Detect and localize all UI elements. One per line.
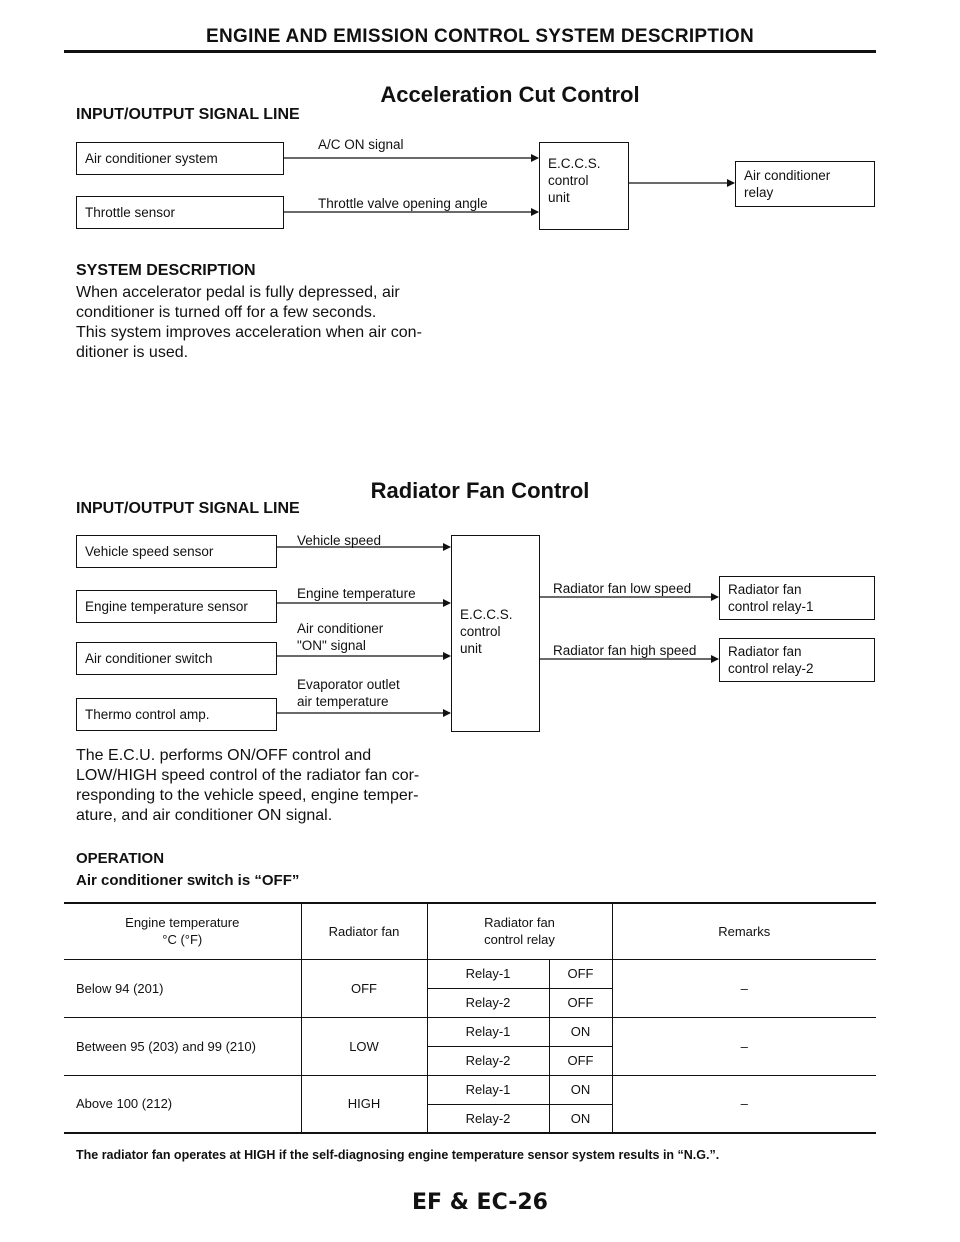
- operation-title: OPERATION: [76, 850, 165, 867]
- row-relay-state: ON: [549, 1104, 612, 1133]
- row-fan: OFF: [301, 959, 427, 1017]
- row-relay-state: OFF: [549, 1046, 612, 1075]
- operation-table: [64, 902, 876, 1134]
- acc-ecu-line: control: [548, 173, 589, 188]
- header-engine-temp-unit: °C (°F): [162, 932, 203, 948]
- row-relay: Relay-2: [427, 1046, 549, 1075]
- rad-title: Radiator Fan Control: [370, 478, 590, 503]
- rad-out-signal-high: Radiator fan high speed: [553, 643, 697, 658]
- row-relay-state: OFF: [549, 988, 612, 1017]
- operation-subtitle: Air conditioner switch is “OFF”: [76, 872, 300, 889]
- acc-io-title: INPUT/OUTPUT SIGNAL LINE: [76, 106, 300, 123]
- row-remarks: –: [740, 980, 748, 996]
- row-fan: HIGH: [301, 1075, 427, 1133]
- rad-signal-evap-temp: [297, 676, 400, 710]
- header-engine-temp-label: Engine temperature: [125, 915, 240, 931]
- table-row: [64, 959, 876, 988]
- rad-signal-engine-temp: Engine temperature: [297, 586, 416, 601]
- acc-ecu-line: unit: [548, 190, 570, 205]
- sys-desc-title: SYSTEM DESCRIPTION: [76, 262, 256, 279]
- header-remarks: Remarks: [718, 923, 771, 939]
- row-temp: Below 94 (201): [64, 959, 301, 1017]
- rad-desc-text: [76, 746, 476, 826]
- rad-output-relay-2-line: control relay-2: [728, 661, 814, 676]
- rad-output-relay-2-line: Radiator fan: [728, 644, 802, 659]
- rad-desc-line: The E.C.U. performs ON/OFF control and: [76, 747, 372, 764]
- rad-ecu-box: [451, 535, 540, 732]
- header-control-relay-line: control relay: [484, 932, 555, 948]
- acc-signal-throttle: Throttle valve opening angle: [318, 196, 488, 211]
- row-relay-state: OFF: [549, 959, 612, 988]
- sys-desc-line: This system improves acceleration when air con-: [76, 324, 422, 341]
- rad-desc-line: ature, and air conditioner ON signal.: [76, 807, 333, 824]
- rad-output-relay-2: [719, 638, 875, 682]
- page-number: EF & EC-26: [412, 1190, 548, 1215]
- table-row: [64, 1075, 876, 1104]
- rad-signal-ac-line: Air conditioner: [297, 621, 384, 636]
- header-engine-temp: [64, 903, 301, 959]
- rad-signal-ac-line: "ON" signal: [297, 638, 366, 653]
- rad-desc-line: LOW/HIGH speed control of the radiator fan cor-: [76, 767, 420, 784]
- rad-io-title: INPUT/OUTPUT SIGNAL LINE: [76, 500, 300, 517]
- rad-signal-ac-on: [297, 620, 383, 654]
- sys-desc-line: conditioner is turned off for a few seconds.: [76, 304, 377, 321]
- row-temp: Above 100 (212): [64, 1075, 301, 1133]
- acc-output-line: Air conditioner: [744, 168, 831, 183]
- table-row: [64, 1017, 876, 1046]
- rad-signal-evap-line: air temperature: [297, 694, 389, 709]
- rad-ecu-line: unit: [460, 641, 482, 656]
- rad-input-ac-switch: Air conditioner switch: [76, 642, 277, 675]
- row-fan: LOW: [301, 1017, 427, 1075]
- rad-signal-vehicle-speed: Vehicle speed: [297, 533, 382, 548]
- row-relay-state: ON: [549, 1017, 612, 1046]
- acc-ecu-box: [539, 142, 629, 230]
- sys-desc-line: When accelerator pedal is fully depressed, air: [76, 284, 400, 301]
- row-relay-state: ON: [549, 1075, 612, 1104]
- rad-input-engine-temp-sensor: Engine temperature sensor: [76, 590, 277, 623]
- rad-output-relay-1-line: Radiator fan: [728, 582, 802, 597]
- row-relay: Relay-1: [427, 1017, 549, 1046]
- sys-desc-text: [76, 283, 476, 363]
- acc-output-line: relay: [744, 185, 774, 200]
- rad-ecu-line: control: [460, 624, 501, 639]
- footnote: The radiator fan operates at HIGH if the self-diagnosing engine temperature sensor system results in “N.G.”.: [76, 1148, 720, 1162]
- rad-out-signal-low: Radiator fan low speed: [553, 581, 692, 596]
- acc-input-ac-system: Air conditioner system: [76, 142, 284, 175]
- rad-signal-evap-line: Evaporator outlet: [297, 677, 400, 692]
- table-header-row: [64, 903, 876, 959]
- acc-ecu-line: E.C.C.S.: [548, 156, 601, 171]
- acc-output-ac-relay: [735, 161, 875, 207]
- row-relay: Relay-2: [427, 1104, 549, 1133]
- row-relay: Relay-2: [427, 988, 549, 1017]
- row-remarks: –: [740, 1096, 748, 1112]
- rad-output-relay-1: [719, 576, 875, 620]
- rad-ecu-line: E.C.C.S.: [460, 607, 513, 622]
- row-relay: Relay-1: [427, 1075, 549, 1104]
- rad-input-vehicle-speed-sensor: Vehicle speed sensor: [76, 535, 277, 568]
- acc-title: Acceleration Cut Control: [380, 82, 640, 107]
- sys-desc-line: ditioner is used.: [76, 344, 189, 361]
- rad-desc-line: responding to the vehicle speed, engine temper-: [76, 787, 419, 804]
- acc-input-throttle-sensor: Throttle sensor: [76, 196, 284, 229]
- rad-input-thermo-amp: Thermo control amp.: [76, 698, 277, 731]
- header-control-relay: [427, 903, 612, 959]
- header-control-relay-line: Radiator fan: [484, 915, 555, 931]
- rad-output-relay-1-line: control relay-1: [728, 599, 814, 614]
- header-radiator-fan: Radiator fan: [301, 903, 427, 959]
- row-relay: Relay-1: [427, 959, 549, 988]
- acc-signal-ac-on: A/C ON signal: [318, 137, 404, 152]
- page-header: ENGINE AND EMISSION CONTROL SYSTEM DESCRIPTION: [206, 26, 754, 47]
- row-remarks: –: [740, 1038, 748, 1054]
- row-temp: Between 95 (203) and 99 (210): [64, 1017, 301, 1075]
